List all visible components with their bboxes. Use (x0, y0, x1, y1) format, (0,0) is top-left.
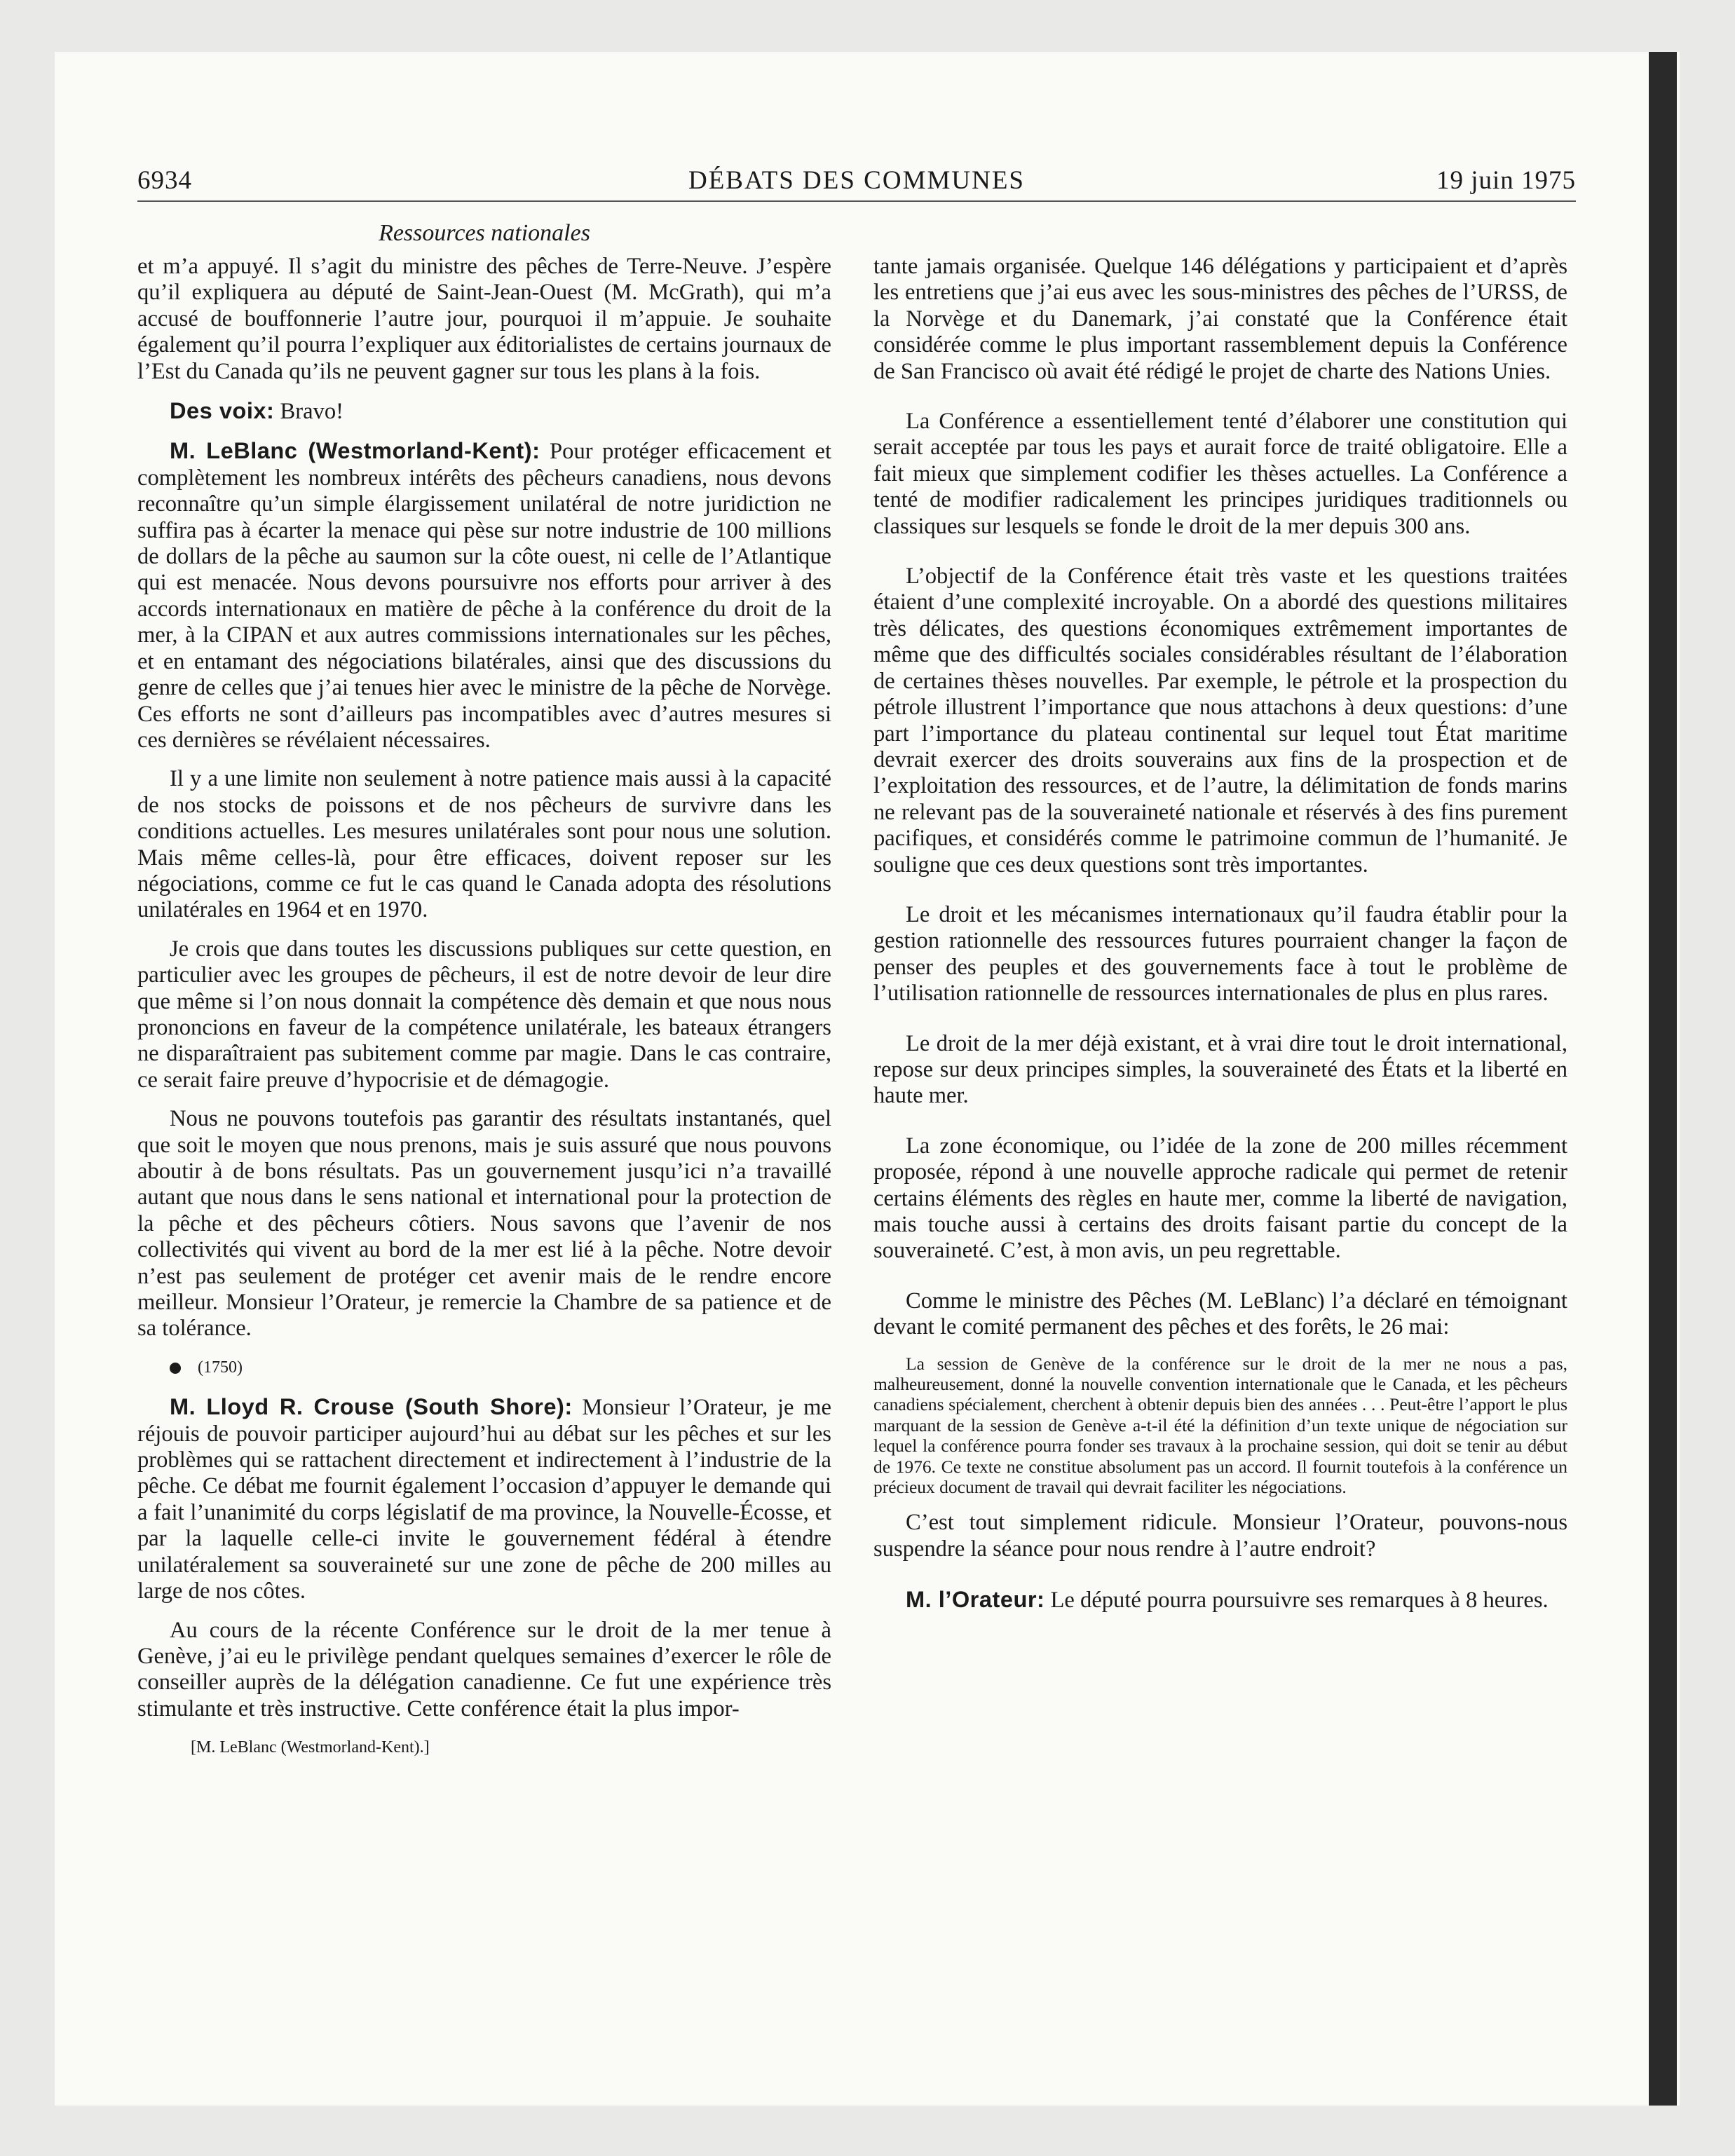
section-title: Ressources nationales (379, 220, 590, 246)
speaker-name: M. Lloyd R. Crouse (South Shore): (170, 1393, 573, 1420)
paragraph (137, 397, 831, 425)
paragraph: Comme le ministre des Pêches (M. LeBlanc) l’a déclaré en témoignant devant le comité permanent des pêches et des forêts, le 26 mai: (873, 1288, 1567, 1340)
paragraph (137, 437, 831, 753)
right-column (873, 254, 1567, 1627)
header-rule (137, 200, 1576, 202)
page-header (137, 165, 1576, 202)
speaker-name: Des voix: (170, 397, 275, 424)
footnote: [M. LeBlanc (Westmorland-Kent).] (191, 1738, 430, 1757)
time-marker-text: (1750) (198, 1358, 243, 1377)
paragraph: L’objectif de la Conférence était très vaste et les questions traitées étaient d’une complexité incroyable. On a abordé des questions militaires très délicates, des questions économiques extrêmement importantes de même que des difficultés sociales considérables résultant de l’élaboration de certaines thèses nouvelles. Par exemple, le pétrole et la prospection du pétrole illustrent l’importance que nous attachons à deux questions: d’une part l’importance du plateau continental sur lequel tout État maritime devrait exercer des droits souverains aux fins de la prospection et de l’exploitation des ressources, et de l’autre, la délimitation de fonds marins ne relevant pas de la souveraineté nationale et réservés à des fins purement pacifiques, et considérés comme le patrimoine commun de l’humanité. Je souligne que ces deux questions sont très importantes. (873, 564, 1567, 878)
paragraph: Le droit de la mer déjà existant, et à vrai dire tout le droit international, repose sur deux principes simples, la souveraineté des États et la liberté en haute mer. (873, 1030, 1567, 1109)
speaker-name: M. LeBlanc (Westmorland-Kent): (170, 437, 540, 464)
speech-text: Le député pourra poursuivre ses remarques à 8 heures. (1045, 1588, 1549, 1613)
paragraph: et m’a appuyé. Il s’agit du ministre des pêches de Terre-Neuve. J’espère qu’il expliquera au député de Saint-Jean-Ouest (M. McGrath), qui m’a accusé de bouffonnerie l’autre jour, pourquoi il m’appuie. Je souhaite également qu’il pourra l’expliquer aux éditorialistes de certains journaux de l’Est du Canada qu’ils ne peuvent gagner sur tous les plans à la fois. (137, 254, 831, 384)
block-quote: La session de Genève de la conférence sur le droit de la mer ne nous a pas, malheureusement, donné la nouvelle convention internationale que le Canada, et les pêcheurs canadiens spécialement, cherchent à obtenir depuis bien des années . . . Peut-être l’apport le plus marquant de la session de Genève a-t-il été la définition d’un texte unique de négociation sur lequel la conférence pourra fonder ses travaux à la prochaine session, qui doit se tenir au début de 1976. Ce texte ne constitue absolument pas un accord. Il fournit toutefois à la conférence un précieux document de travail qui devrait faciliter les négociations. (873, 1353, 1567, 1498)
left-column (137, 254, 831, 1774)
paragraph (137, 1393, 831, 1604)
paragraph: Au cours de la récente Conférence sur le droit de la mer tenue à Genève, j’ai eu le privilège pendant quelques semaines d’exercer le rôle de conseiller auprès de la délégation canadienne. Ce fut une expérience très stimulante et très instructive. Cette conférence était la plus impor- (137, 1617, 831, 1721)
page-date: 19 juin 1975 (1436, 166, 1576, 195)
scan-edge (1649, 52, 1677, 2106)
paragraph: Il y a une limite non seulement à notre patience mais aussi à la capacité de nos stocks de poissons et de nos pêcheurs de survivre dans les conditions actuelles. Les mesures unilatérales sont pour nous une solution. Mais même celles-là, pour être efficaces, doivent reposer sur les négociations, comme ce fut le cas quand le Canada adopta des résolutions unilatérales en 1964 et en 1970. (137, 766, 831, 923)
paragraph: tante jamais organisée. Quelque 146 délégations y participaient et d’après les entretiens que j’ai eus avec les sous-ministres des pêches de l’URSS, de la Norvège et du Danemark, j’ai constaté que la Conférence était considérée comme le plus important rassemblement depuis la Conférence de San Francisco où avait été rédigé le projet de charte des Nations Unies. (873, 254, 1567, 384)
speech-text: Monsieur l’Orateur, je me réjouis de pouvoir participer aujourd’hui au débat sur les pêches et sur les problèmes qui se rattachent directement et indirectement à l’industrie de la pêche. Ce débat me fournit également l’occasion d’appuyer le demande qui a fait l’unanimité du corps législatif de ma province, la Nouvelle-Écosse, et par la laquelle celle-ci invite le gouvernement fédéral à étendre unilatéralement sa souveraineté sur une zone de pêche de 200 milles au large de nos côtes. (137, 1395, 831, 1604)
speaker-name: M. l’Orateur: (906, 1586, 1045, 1613)
paragraph (873, 1586, 1567, 1613)
speech-text: Bravo! (274, 399, 343, 425)
paragraph: La Conférence a essentiellement tenté d’élaborer une constitution qui serait acceptée par tous les pays et aurait force de traité obligatoire. Elle a fait mieux que simplement codifier les thèses actuelles. La Conférence a tenté de modifier radicalement les principes juridiques traditionnels ou classiques sur lesquels se fonde le droit de la mer depuis 300 ans. (873, 409, 1567, 539)
page-number: 6934 (137, 166, 192, 195)
paragraph: Je crois que dans toutes les discussions publiques sur cette question, en particulier avec les groupes de pêcheurs, il est de notre devoir de leur dire que même si l’on nous donnait la compétence dès demain et que nous nous prononcions en faveur de la compétence unilatérale, les bateaux étrangers ne disparaîtraient pas subitement comme par magie. Dans le cas contraire, ce serait faire preuve d’hypocrisie et de démagogie. (137, 936, 831, 1093)
bullet-icon (170, 1363, 181, 1374)
time-marker (137, 1355, 831, 1381)
speech-text: Pour protéger efficacement et complètement les nombreux intérêts des pêcheurs canadiens, nous devons reconnaître qu’un simple élargissement unilatéral de notre juridiction ne suffira pas à écarter la menace qui pèse sur notre industrie de 100 millions de dollars de la pêche au saumon sur la côte ouest, ni celle de l’Atlantique qui est menacée. Nous devons poursuivre nos efforts pour arriver à des accords internationaux en matière de pêche à la conférence du droit de la mer, à la CIPAN et aux autres commissions internationales sur les pêches, et en entamant des négociations bilatérales, ainsi que des discussions du genre de celles que j’ai tenues hier avec le ministre de la pêche de Norvège. Ces efforts ne sont d’ailleurs pas incompatibles avec d’autres mesures si ces dernières se révélaient nécessaires. (137, 439, 831, 753)
paragraph: C’est tout simplement ridicule. Monsieur l’Orateur, pouvons-nous suspendre la séance pour nous rendre à l’autre endroit? (873, 1510, 1567, 1562)
paragraph: La zone économique, ou l’idée de la zone de 200 milles récemment proposée, répond à une nouvelle approche radicale qui permet de retenir certains éléments des règles en haute mer, comme la liberté de navigation, mais touche aussi à certains des droits faisant partie du concept de la souveraineté. C’est, à mon avis, un peu regrettable. (873, 1133, 1567, 1264)
publication-title: DÉBATS DES COMMUNES (688, 166, 1025, 195)
paragraph: Le droit et les mécanismes internationaux qu’il faudra établir pour la gestion rationnelle des ressources futures pourraient changer la façon de penser des peuples et des gouvernements face à tout le problème de l’utilisation rationnelle de ressources internationales de plus en plus rares. (873, 901, 1567, 1007)
paragraph: Nous ne pouvons toutefois pas garantir des résultats instantanés, quel que soit le moyen que nous prenons, mais je suis assuré que nous pouvons aboutir à de bons résultats. Pas un gouvernement jusqu’ici n’a travaillé autant que nous dans le sens national et international pour la protection de la pêche et des pêcheurs côtiers. Nous savons que l’avenir de nos collectivités qui vivent au bord de la mer est lié à la pêche. Notre devoir n’est pas seulement de protéger cet avenir mais de le rendre encore meilleur. Monsieur l’Orateur, je remercie la Chambre de sa patience et de sa tolérance. (137, 1106, 831, 1342)
